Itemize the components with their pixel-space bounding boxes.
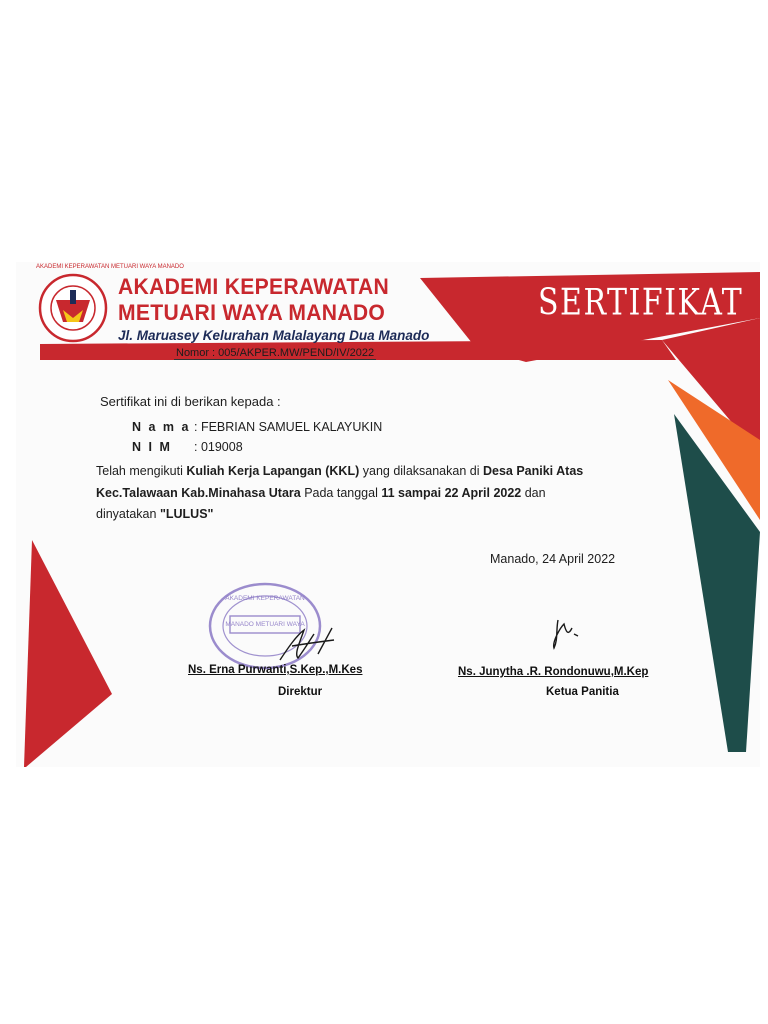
institution-name-line1: AKADEMI KEPERAWATAN xyxy=(118,274,390,299)
statement-line1 xyxy=(96,464,583,478)
statement-line2 xyxy=(96,486,546,500)
statement-text: dinyatakan xyxy=(96,507,160,521)
chair-title: Ketua Panitia xyxy=(546,686,619,698)
certificate-number: Nomor : 005/AKPER.MW/PEND/IV/2022 xyxy=(176,347,375,359)
intro-text: Sertifikat ini di berikan kepada : xyxy=(100,394,281,409)
place-date: Manado, 24 April 2022 xyxy=(490,552,616,566)
logo-text: AKADEMI KEPERAWATAN METUARI WAYA MANADO xyxy=(36,264,184,270)
activity-name: Kuliah Kerja Lapangan (KKL) xyxy=(186,464,360,478)
stamp-text: AKADEMI KEPERAWATAN MANADO METUARI WAYA xyxy=(225,595,305,628)
institution-name-line2: METUARI WAYA MANADO xyxy=(118,300,386,325)
activity-dates: 11 sampai 22 April 2022 xyxy=(381,486,522,500)
signature-director xyxy=(274,620,344,668)
left-red-triangle xyxy=(24,540,112,767)
chair-name: Ns. Junytha .R. Rondonuwu,M.Kep xyxy=(458,666,649,678)
location-district: Kec.Talawaan Kab.Minahasa Utara xyxy=(96,486,301,500)
location-village: Desa Paniki Atas xyxy=(482,464,584,478)
statement-text: Pada tanggal xyxy=(300,486,382,500)
name-value: : FEBRIAN SAMUEL KALAYUKIN xyxy=(194,420,383,434)
institution-logo xyxy=(34,272,112,344)
statement-text: yang dilaksanakan di xyxy=(359,464,483,478)
statement-line3 xyxy=(96,507,213,521)
nim-label: N I M xyxy=(132,440,172,454)
certificate-title: SERTIFIKAT xyxy=(538,282,744,324)
signature-chair xyxy=(546,614,586,654)
nim-value: : 019008 xyxy=(194,440,243,454)
statement-text: dan xyxy=(521,486,546,500)
institution-address: Jl. Maruasey Kelurahan Malalayang Dua Manado xyxy=(118,328,430,343)
name-label: N a m a xyxy=(132,420,191,434)
statement-text: Telah mengikuti xyxy=(96,464,187,478)
certificate xyxy=(16,262,760,767)
director-name: Ns. Erna Purwanti,S.Kep.,M.Kes xyxy=(188,664,363,676)
result-status: "LULUS" xyxy=(159,507,214,521)
director-title: Direktur xyxy=(278,686,323,698)
